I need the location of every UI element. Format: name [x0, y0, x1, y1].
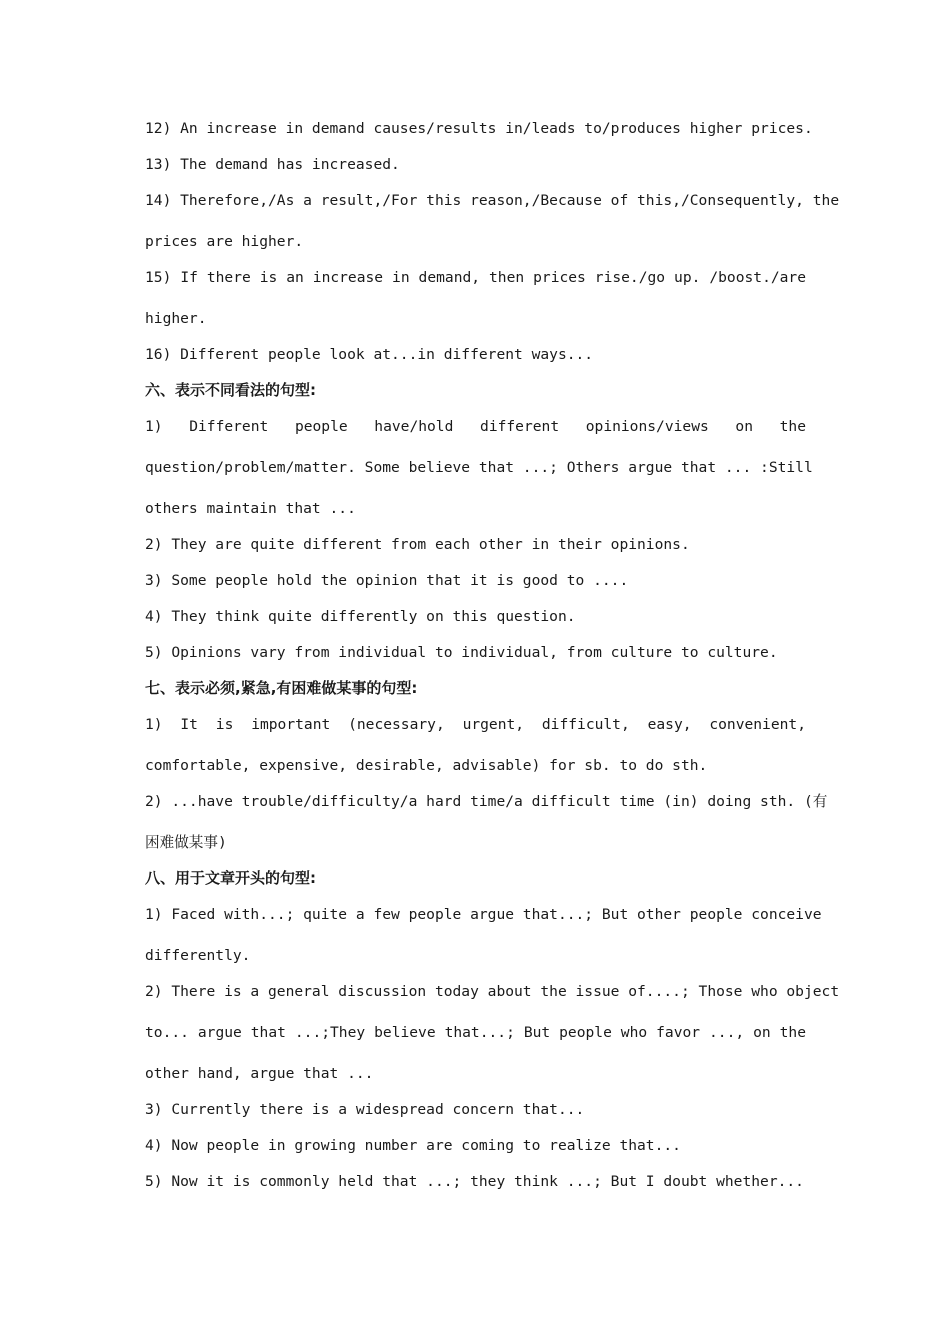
- section-heading: 八、用于文章开头的句型:: [145, 869, 316, 887]
- text-line: 1) It is important (necessary, urgent, difficult, easy, convenient,: [145, 716, 806, 733]
- text-line: 16) Different people look at...in different ways...: [145, 346, 594, 363]
- text-line: 2) There is a general discussion today about the issue of....; Those who object: [145, 983, 840, 1000]
- text-line: comfortable, expensive, desirable, advisable) for sb. to do sth.: [145, 757, 708, 774]
- text-line: 13) The demand has increased.: [145, 156, 400, 173]
- section-heading: 六、表示不同看法的句型:: [145, 381, 316, 399]
- text-line: 3) Currently there is a widespread concern that...: [145, 1101, 585, 1118]
- text-line: 3) Some people hold the opinion that it is good to ....: [145, 572, 629, 589]
- text-line: 困难做某事): [145, 834, 227, 851]
- text-line: 2) ...have trouble/difficulty/a hard time/a difficult time (in) doing sth. (有: [145, 793, 828, 810]
- text-line: 5) Opinions vary from individual to individual, from culture to culture.: [145, 644, 778, 661]
- text-line: to... argue that ...;They believe that...; But people who favor ..., on the: [145, 1024, 806, 1041]
- text-line: higher.: [145, 310, 207, 327]
- text-line: 1) Faced with...; quite a few people argue that...; But other people conceive: [145, 906, 822, 923]
- text-line: others maintain that ...: [145, 500, 356, 517]
- text-line: 2) They are quite different from each other in their opinions.: [145, 536, 690, 553]
- text-line: other hand, argue that ...: [145, 1065, 374, 1082]
- section-heading: 七、表示必须,紧急,有困难做某事的句型:: [145, 679, 418, 697]
- text-line: 4) They think quite differently on this question.: [145, 608, 576, 625]
- text-line: 14) Therefore,/As a result,/For this reason,/Because of this,/Consequently, the: [145, 192, 840, 209]
- text-line: prices are higher.: [145, 233, 304, 250]
- text-line: 5) Now it is commonly held that ...; they think ...; But I doubt whether...: [145, 1173, 804, 1190]
- text-line: differently.: [145, 947, 251, 964]
- text-line: 15) If there is an increase in demand, then prices rise./go up. /boost./are: [145, 269, 806, 286]
- text-line: 12) An increase in demand causes/results in/leads to/produces higher prices.: [145, 120, 813, 137]
- text-line: 1) Different people have/hold different opinions/views on the: [145, 418, 806, 435]
- document-body: [145, 119, 840, 1208]
- text-line: 4) Now people in growing number are coming to realize that...: [145, 1137, 681, 1154]
- text-line: question/problem/matter. Some believe that ...; Others argue that ... :Still: [145, 459, 813, 476]
